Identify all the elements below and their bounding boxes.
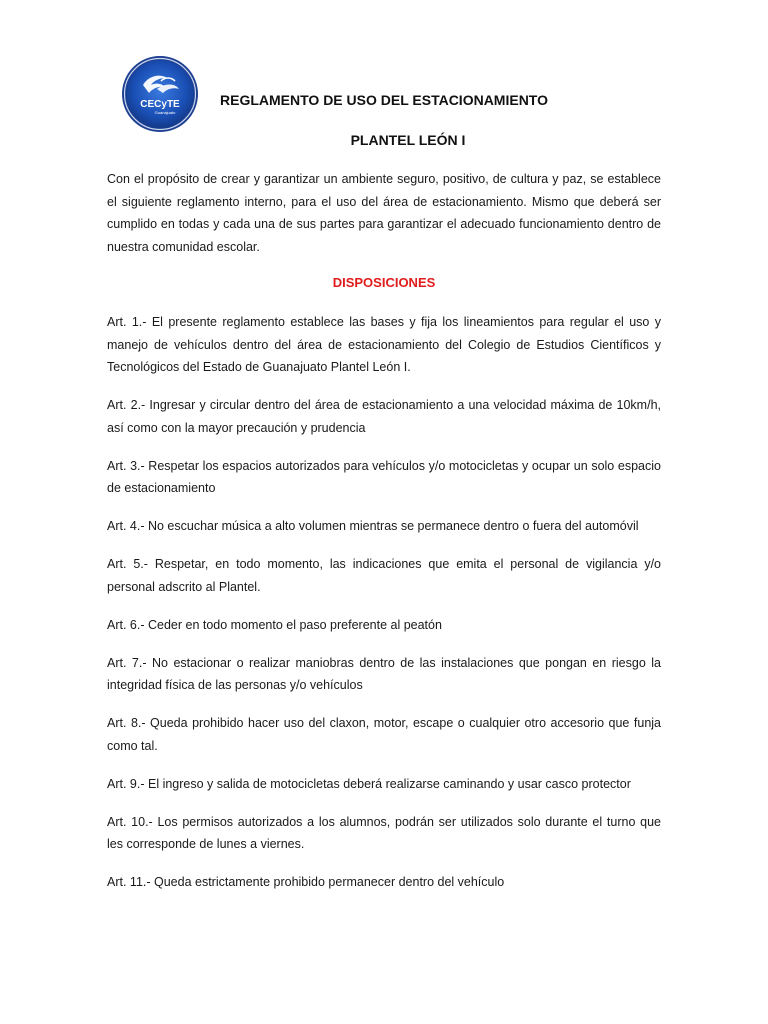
document-title: REGLAMENTO DE USO DEL ESTACIONAMIENTO [220,92,548,108]
document-body [107,168,661,909]
article-8: Art. 8.- Queda prohibido hacer uso del claxon, motor, escape o cualquier otro accesorio que funja como tal. [107,716,661,753]
article-7: Art. 7.- No estacionar o realizar maniobras dentro de las instalaciones que pongan en riesgo la integridad física de las personas y/o vehículos [107,655,661,692]
article-11: Art. 11.- Queda estrictamente prohibido permanecer dentro del vehículo [107,875,505,889]
article-9: Art. 9.- El ingreso y salida de motocicletas deberá realizarse caminando y usar casco protector [107,776,631,791]
section-heading: DISPOSICIONES [332,275,436,290]
article-3: Art. 3.- Respetar los espacios autorizados para vehículos y/o motocicletas y ocupar un solo espacio de estacionamiento [107,458,661,495]
article-10: Art. 10.- Los permisos autorizados a los alumnos, podrán ser utilizados solo durante el turno que les corresponde de lunes a viernes. [107,814,661,851]
article-2: Art. 2.- Ingresar y circular dentro del área de estacionamiento a una velocidad máxima de 10km/h, así como con la mayor precaución y prudencia [107,398,661,435]
article-4: Art. 4.- No escuchar música a alto volumen mientras se permanece dentro o fuera del automóvil [107,519,639,533]
article-1: Art. 1.- El presente reglamento establece las bases y fija los lineamientos para regular el uso y manejo de vehículos dentro del área de estacionamiento del Colegio de Estudios Científicos y Tecnológicos del Estado de Guanajuato Plantel León I. [107,315,661,374]
intro-paragraph: Con el propósito de crear y garantizar un ambiente seguro, positivo, de cultura y paz, se establece el siguiente reglamento interno, para el uso del área de estacionamiento. Mismo que deberá ser cumplido en todas y cada una de sus partes para garantizar el adecuado funcionamiento dentro de nuestra comunidad escolar. [107,172,661,254]
article-6: Art. 6.- Ceder en todo momento el paso preferente al peatón [107,617,442,632]
document-subtitle: PLANTEL LEÓN I [350,132,466,148]
article-5: Art. 5.- Respetar, en todo momento, las indicaciones que emita el personal de vigilancia y/o personal adscrito al Plantel. [107,557,661,594]
logo-text: CECyTE [140,99,180,110]
logo-subtext: Guanajuato [154,110,176,115]
